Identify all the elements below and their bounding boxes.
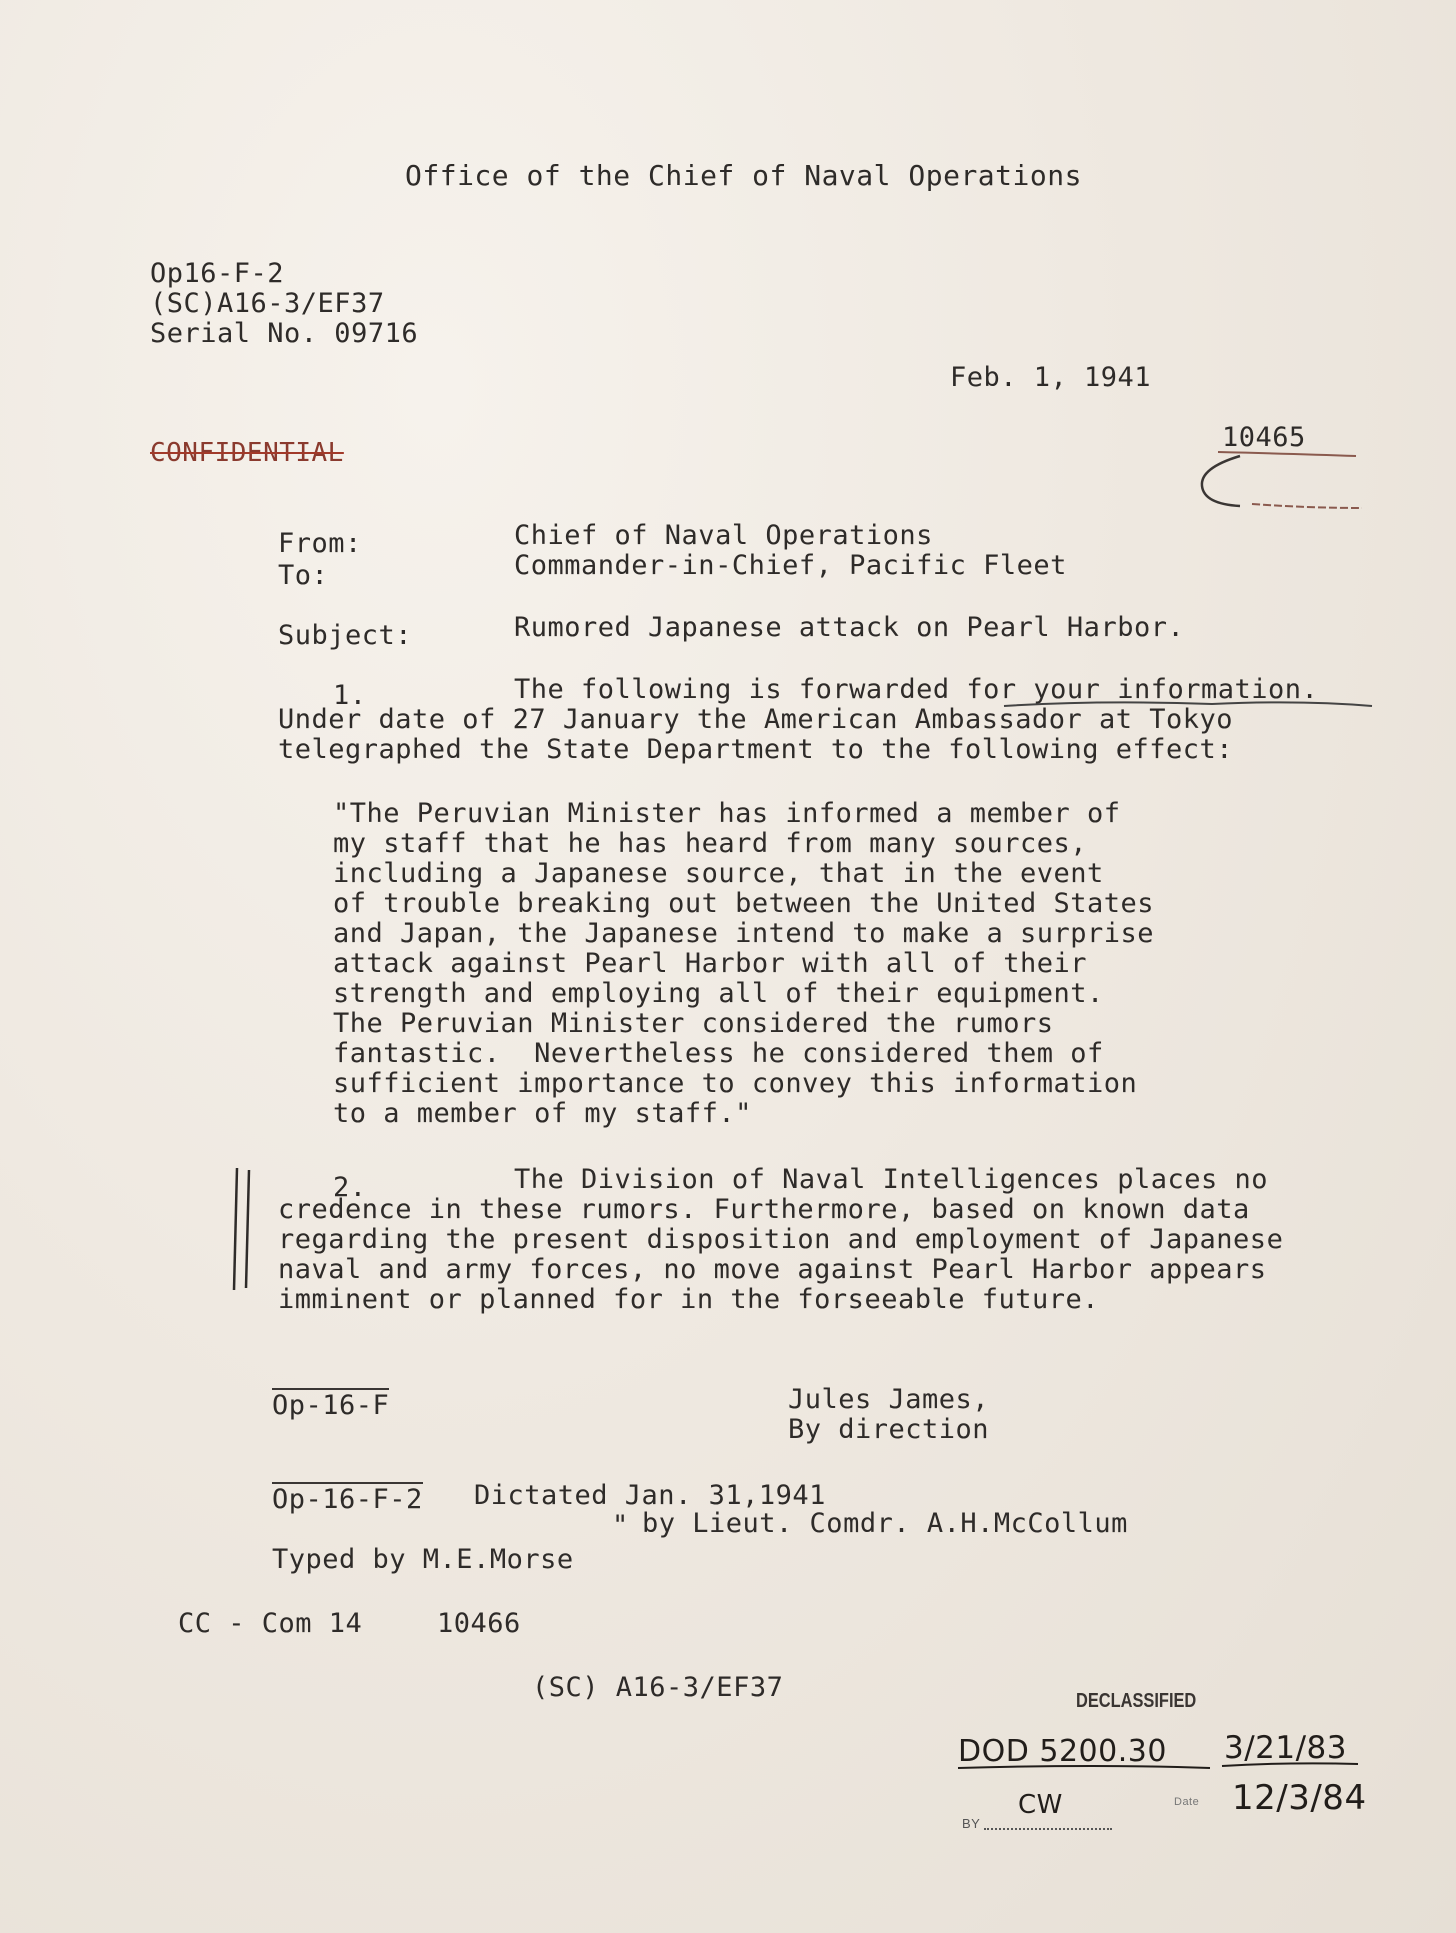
subject-value: Rumored Japanese attack on Pearl Harbor. [514,612,1185,643]
declass-authority: DOD 5200.30 [958,1734,1167,1769]
ditto-mark: " [612,1510,629,1541]
quote-line: fantastic. Nevertheless he considered them of [333,1038,1104,1069]
letter-date: Feb. 1, 1941 [950,362,1152,393]
typed-by: Typed by M.E.Morse [272,1544,574,1575]
quote-line: sufficient importance to convey this information [333,1068,1138,1099]
margin-bar [246,1170,249,1288]
declass-initials: CW [1018,1790,1063,1820]
bracket-mark [1202,456,1240,506]
file-number: 10465 [1222,422,1306,453]
quote-line: of trouble breaking out between the United States [333,888,1155,919]
dictated-by: by Lieut. Comdr. A.H.McCollum [642,1508,1128,1539]
to-value: Commander-in-Chief, Pacific Fleet [514,550,1067,581]
authority-underline [958,1766,1210,1768]
margin-bar [234,1168,237,1290]
declass-auth-date: 3/21/83 [1224,1730,1348,1766]
file-number-underline [1252,504,1362,508]
quote-line: attack against Pearl Harbor with all of their [333,948,1087,979]
cc-number: 10466 [437,1608,521,1639]
dictation-code: Op-16-F-2 [272,1484,423,1515]
classification-mark: CONFIDENTIAL [150,438,344,468]
subject-label: Subject: [278,620,413,651]
quote-line: to a member of my staff." [333,1098,752,1129]
declassified-stamp: DECLASSIFIED [1076,1690,1197,1712]
from-label: From: [278,528,362,559]
para1-number: 1. [333,680,367,711]
quote-line: and Japan, the Japanese intend to make a surprise [333,918,1155,949]
dictated-date: Dictated Jan. 31,1941 [474,1480,826,1511]
auth-date-underline [1222,1763,1358,1766]
footer-ref: (SC) A16-3/EF37 [532,1672,784,1703]
ref-op-code: Op16-F-2 [150,258,285,289]
para1-line: The following is forwarded for your information. [514,674,1319,705]
office-code: Op-16-F [272,1390,390,1421]
para2-line: naval and army forces, no move against Pearl Harbor appears [278,1254,1267,1285]
para1-line: Under date of 27 January the American Ambassador at Tokyo [278,704,1234,735]
para2-line: The Division of Naval Intelligences places no [514,1164,1268,1195]
cc-label: CC - Com 14 [178,1608,363,1639]
declass-date-value: 12/3/84 [1232,1778,1367,1818]
ref-file-code: (SC)A16-3/EF37 [150,288,385,319]
para2-line: credence in these rumors. Furthermore, based on known data [278,1194,1250,1225]
office-heading: Office of the Chief of Naval Operations [405,159,1082,192]
from-value: Chief of Naval Operations [514,520,933,551]
para1-line: telegraphed the State Department to the following effect: [278,734,1234,765]
quote-line: strength and employing all of their equipment. [333,978,1104,1009]
declass-date-label: Date [1174,1796,1200,1808]
quote-line: The Peruvian Minister considered the rumors [333,1008,1054,1039]
quote-line: my staff that he has heard from many sources, [333,828,1087,859]
signer-capacity: By direction [788,1414,990,1445]
declass-by-label: BY [962,1816,981,1831]
quote-line: "The Peruvian Minister has informed a member of [333,798,1121,829]
information-underline [1004,702,1372,706]
para2-line: imminent or planned for in the forseeable future. [278,1284,1100,1315]
para2-number: 2. [333,1172,367,1203]
ref-serial: Serial No. 09716 [150,318,419,349]
quote-line: including a Japanese source, that in the event [333,858,1104,889]
para2-line: regarding the present disposition and employment of Japanese [278,1224,1284,1255]
to-label: To: [278,560,329,591]
signer-name: Jules James, [788,1384,990,1415]
